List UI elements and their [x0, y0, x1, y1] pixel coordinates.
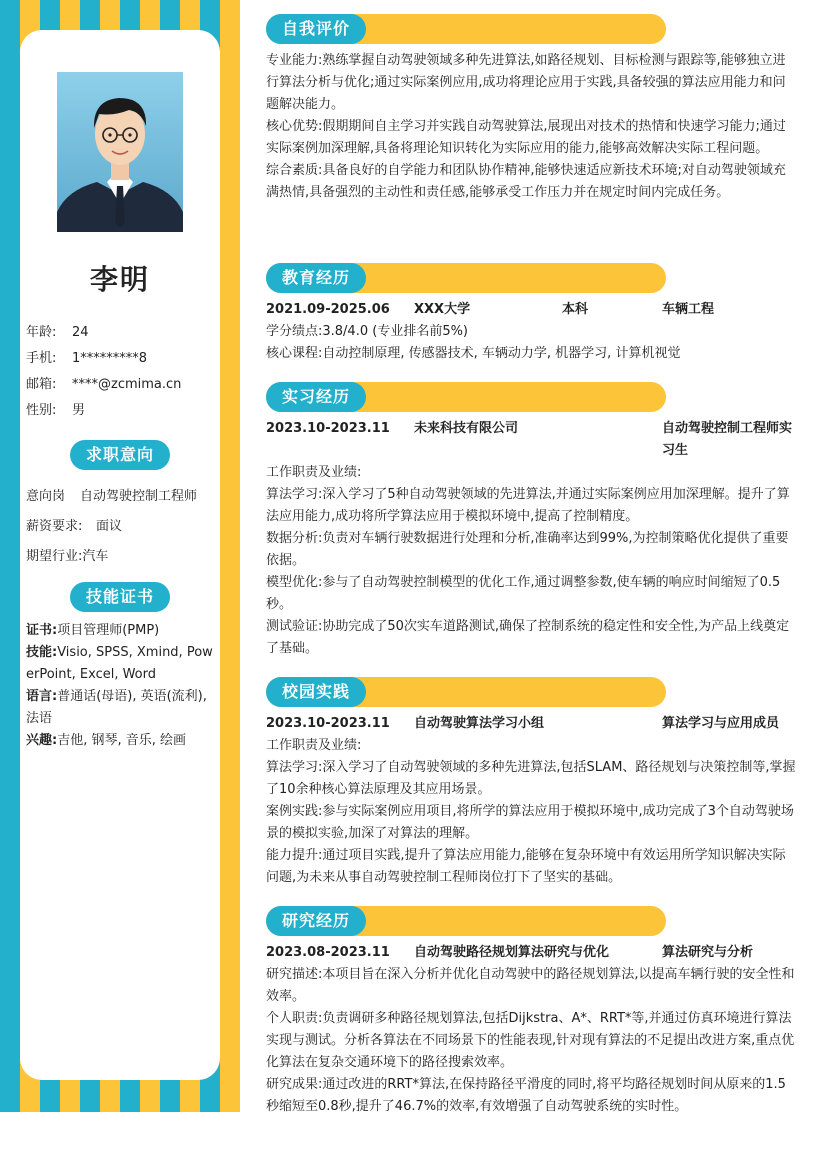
research-role: 算法研究与分析: [662, 945, 754, 960]
internship-duties-label: 工作职责及业绩:: [266, 465, 362, 480]
section-header: [266, 263, 666, 293]
education-school: XXX大学: [414, 302, 471, 317]
education-period: 2021.09-2025.06: [266, 302, 390, 317]
section-header: [266, 906, 666, 936]
education-courses: 核心课程:自动控制原理, 传感器技术, 车辆动力学, 机器学习, 计算机视觉: [266, 346, 681, 361]
education-gpa: 学分绩点:3.8/4.0 (专业排名前5%): [266, 324, 469, 339]
section-header: [266, 14, 666, 44]
research-period: 2023.08-2023.11: [266, 945, 390, 960]
internship-model: 模型优化:参与了自动驾驶控制模型的优化工作,通过调整参数,使车辆的响应时间缩短了0.5秒。: [266, 575, 781, 612]
section-self-evaluation: [266, 14, 798, 204]
section-campus: [266, 677, 798, 889]
self-eval-core: 核心优势:假期期间自主学习并实践自动驾驶算法,展现出对技术的热情和快速学习能力;通过实际案例加深理解,具备将理论知识转化为实际应用的能力,能够高效解决实际工程问题。: [266, 119, 786, 156]
campus-case: 案例实践:参与实际案例应用项目,将所学的算法应用于模拟环境中,成功完成了3个自动驾驶场景的模拟实验,加深了对算法的理解。: [266, 804, 794, 841]
internship-row: [266, 418, 798, 462]
research-results: 研究成果:通过改进的RRT*算法,在保持路径平滑度的同时,将平均路径规划时间从原来的1.5秒缩短至0.8秒,提升了46.7%的效率,有效增强了自动驾驶系统的实时性。: [266, 1077, 786, 1114]
section-research: [266, 906, 798, 1118]
research-project: 自动驾驶路径规划算法研究与优化: [414, 945, 610, 960]
skill-tools: 技能:Visio, SPSS, Xmind, PowerPoint, Excel, Word: [26, 645, 213, 682]
section-header: [266, 677, 666, 707]
section-internship: [266, 382, 798, 660]
campus-row: [266, 713, 798, 735]
section-title: 自我评价: [266, 14, 366, 44]
section-title: 实习经历: [266, 382, 366, 412]
campus-duties-label: 工作职责及业绩:: [266, 738, 362, 753]
research-description: 研究描述:本项目旨在深入分析并优化自动驾驶中的路径规划算法,以提高车辆行驶的安全性和效率。: [266, 967, 795, 1004]
campus-algorithm: 算法学习:深入学习了自动驾驶领域的多种先进算法,包括SLAM、路径规划与决策控制等,掌握了10余种核心算法原理及其应用场景。: [266, 760, 796, 797]
info-age: 年龄: 24: [26, 325, 89, 340]
education-row: [266, 299, 798, 321]
person-name: 李明: [89, 263, 150, 296]
skill-cert: 证书:项目管理师(PMP): [26, 623, 160, 638]
section-title: 研究经历: [266, 906, 366, 936]
internship-algorithm: 算法学习:深入学习了5种自动驾驶领域的先进算法,并通过实际案例应用加深理解。提升了算法应用能力,成功将所学算法应用于模拟环境中,提高了控制精度。: [266, 487, 790, 524]
section-education: [266, 263, 798, 365]
internship-period: 2023.10-2023.11: [266, 421, 390, 436]
person-portrait-icon: [57, 72, 183, 232]
skills-list: [26, 620, 214, 752]
internship-role: 自动驾驶控制工程师实习生: [662, 421, 793, 458]
intent-industry: 期望行业:汽车: [26, 549, 109, 564]
skills-section-title: 技能证书: [70, 582, 170, 612]
info-gender: 性别: 男: [26, 403, 86, 418]
skill-hobby: 兴趣:吉他, 钢琴, 音乐, 绘画: [26, 733, 186, 748]
intent-salary: 薪资要求: 面议: [26, 519, 123, 534]
profile-photo: [57, 72, 183, 232]
info-email: 邮箱: ****@zcmima.cn: [26, 377, 182, 392]
section-header: [266, 382, 666, 412]
campus-period: 2023.10-2023.11: [266, 716, 390, 731]
intent-section-title: 求职意向: [70, 440, 170, 470]
section-title: 教育经历: [266, 263, 366, 293]
education-degree: 本科: [562, 302, 589, 317]
job-intent: [26, 482, 216, 572]
internship-testing: 测试验证:协助完成了50次实车道路测试,确保了控制系统的稳定性和安全性,为产品上线奠定了基础。: [266, 619, 790, 656]
section-title: 校园实践: [266, 677, 366, 707]
campus-org: 自动驾驶算法学习小组: [414, 716, 545, 731]
education-major: 车辆工程: [662, 302, 715, 317]
info-phone: 手机: 1*********8: [26, 351, 148, 366]
internship-company: 未来科技有限公司: [414, 421, 519, 436]
internship-data: 数据分析:负责对车辆行驶数据进行处理和分析,准确率达到99%,为控制策略优化提供了重要依据。: [266, 531, 789, 568]
research-duties: 个人职责:负责调研多种路径规划算法,包括Dijkstra、A*、RRT*等,并通过仿真环境进行算法实现与测试。分析各算法在不同场景下的性能表现,针对现有算法的不足提出改进方案,重点优化算法在复杂交通环境下的路径搜索效率。: [266, 1011, 795, 1070]
skill-language: 语言:普通话(母语), 英语(流利), 法语: [26, 689, 207, 726]
research-row: [266, 942, 798, 964]
intent-position: 意向岗 自动驾驶控制工程师: [26, 489, 198, 504]
personal-info: [26, 320, 216, 424]
campus-ability: 能力提升:通过项目实践,提升了算法应用能力,能够在复杂环境中有效运用所学知识解决实际问题,为未来从事自动驾驶控制工程师岗位打下了坚实的基础。: [266, 848, 786, 885]
self-eval-overall: 综合素质:具备良好的自学能力和团队协作精神,能够快速适应新技术环境;对自动驾驶领域充满热情,具备强烈的主动性和责任感,能够承受工作压力并在规定时间内完成任务。: [266, 163, 786, 200]
self-eval-professional: 专业能力:熟练掌握自动驾驶领域多种先进算法,如路径规划、目标检测与跟踪等,能够独立进行算法分析与优化;通过实际案例应用,成功将理论应用于实践,具备较强的算法应用能力和问题解决能力。: [266, 53, 786, 112]
sidebar-card: [20, 30, 220, 1080]
campus-role: 算法学习与应用成员: [662, 716, 780, 731]
